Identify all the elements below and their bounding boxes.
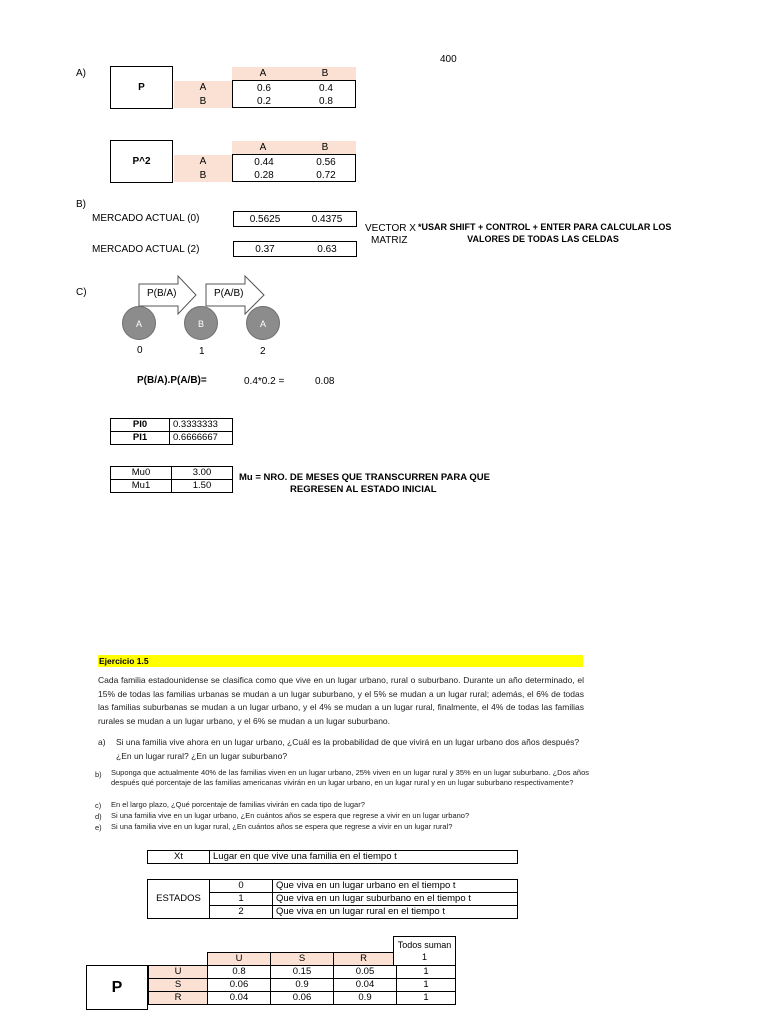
row-sum: 1 bbox=[397, 992, 456, 1005]
section-b-label: B) bbox=[76, 199, 86, 210]
state-b-circle: B bbox=[184, 306, 218, 340]
xt-desc: Lugar en que vive una familia en el tiempo t bbox=[210, 851, 518, 864]
matrix-cell: 0.9 bbox=[271, 979, 334, 992]
question-d-label: d) bbox=[95, 812, 102, 821]
estados-table bbox=[147, 879, 518, 919]
question-b: Suponga que actualmente 40% de las familias viven en un lugar urbano, 25% viven en un lugar rural y 35% en un lugar suburbano. ¿Dos años después qué porcentaje de las familias americanas vivirán en un lugar urbano, en un lugar rural y en un lugar suburbano respectivamente? bbox=[111, 768, 589, 787]
matrix-p2-values bbox=[232, 154, 356, 182]
table-row bbox=[148, 851, 518, 864]
question-d: Si una familia vive en un lugar urbano, ¿En cuántos años se espera que regrese a vivir en un lugar urbano? bbox=[111, 811, 470, 820]
section-c-label: C) bbox=[76, 287, 87, 298]
bottom-matrix-table bbox=[148, 965, 456, 1005]
matrix-p-row: A bbox=[199, 82, 207, 93]
table-row bbox=[149, 979, 456, 992]
matrix-p2-row: B bbox=[199, 170, 207, 181]
matrix-cell: 0.06 bbox=[271, 992, 334, 1005]
question-a-label: a) bbox=[98, 737, 106, 747]
pi-table bbox=[110, 418, 233, 445]
xt-table bbox=[147, 850, 518, 864]
mu-note-1: Mu = NRO. DE MESES QUE TRANSCURREN PARA QUE bbox=[239, 472, 490, 483]
matrix-p-cell: 0.8 bbox=[319, 96, 333, 107]
row-header: R bbox=[149, 992, 208, 1005]
matrix-p-cell: 0.4 bbox=[319, 83, 333, 94]
matrix-cell: 0.05 bbox=[334, 966, 397, 979]
matrix-p2-cell: 0.72 bbox=[316, 170, 336, 181]
question-a: Si una familia vive ahora en un lugar urbano, ¿Cuál es la probabilidad de que vivirá en un lugar urbano dos años después? ¿En un lugar rural? ¿En un lugar suburbano? bbox=[116, 737, 580, 761]
exercise-paragraph: Cada familia estadounidense se clasifica como que vive en un lugar urbano, rural o suburbano. Durante un año determinado, el 15% de todas las familias urbanas se mudan a un lugar suburbano, y el 5% se mudan a un lugar rural; además, el 6% de todas las familias suburbanas se mudan a un lugar urbano, y el 4% se mudan a un lugar rural, finalmente, el 4% de todas las familias rurales se mudan a un lugar urbano, y el 6% se mudan a un lugar suburbano. bbox=[98, 675, 584, 726]
mercado-2-v1: 0.37 bbox=[255, 244, 275, 255]
mu-label: Mu0 bbox=[111, 467, 172, 480]
estado-num: 0 bbox=[210, 880, 273, 893]
estado-desc: Que viva en un lugar suburbano en el tiempo t bbox=[273, 893, 518, 906]
table-row bbox=[148, 880, 518, 893]
section-a-label: A) bbox=[76, 68, 86, 79]
row-header: U bbox=[149, 966, 208, 979]
pi-label: PI0 bbox=[111, 419, 170, 432]
arrow-ab-label: P(A/B) bbox=[214, 288, 244, 299]
question-c: En el largo plazo, ¿Qué porcentaje de familias vivirán en cada tipo de lugar? bbox=[111, 800, 365, 809]
mu-value: 1.50 bbox=[172, 480, 233, 493]
mu-label: Mu1 bbox=[111, 480, 172, 493]
table-row bbox=[149, 992, 456, 1005]
bottom-col-headers bbox=[207, 952, 394, 966]
shift-note-2: VALORES DE TODAS LAS CELDAS bbox=[467, 234, 619, 244]
estados-label: ESTADOS bbox=[148, 880, 210, 919]
estado-num: 1 bbox=[210, 893, 273, 906]
mu-table bbox=[110, 466, 233, 493]
row-sum: 1 bbox=[397, 966, 456, 979]
mercado-0-v1: 0.5625 bbox=[249, 214, 281, 225]
estado-desc: Que viva en un lugar urbano en el tiempo t bbox=[273, 880, 518, 893]
mercado-2-vector bbox=[233, 241, 357, 257]
matrix-p-name: P bbox=[110, 66, 173, 109]
matrix-cell: 0.04 bbox=[208, 992, 271, 1005]
matrix-p2-cell: 0.56 bbox=[316, 157, 336, 168]
step-label: 0 bbox=[137, 345, 143, 356]
matrix-p2-row: A bbox=[199, 156, 207, 167]
matrix-cell: 0.8 bbox=[208, 966, 271, 979]
table-row bbox=[111, 432, 233, 445]
matrix-p2-col: A bbox=[259, 142, 267, 153]
exercise-title: Ejercicio 1.5 bbox=[98, 655, 583, 667]
arrow-ba-label: P(B/A) bbox=[147, 288, 177, 299]
table-row bbox=[111, 480, 233, 493]
formula-result: 0.08 bbox=[315, 376, 335, 387]
step-label: 1 bbox=[199, 346, 205, 357]
row-sum: 1 bbox=[397, 979, 456, 992]
formula-label: P(B/A).P(A/B)= bbox=[137, 375, 207, 386]
formula-calc: 0.4*0.2 = bbox=[244, 376, 285, 387]
matrix-p2-name: P^2 bbox=[110, 140, 173, 183]
matrix-p-values bbox=[232, 80, 356, 108]
mu-value: 3.00 bbox=[172, 467, 233, 480]
row-header: S bbox=[149, 979, 208, 992]
bottom-matrix-name: P bbox=[86, 965, 148, 1010]
matrix-p2-col: B bbox=[321, 142, 329, 153]
pi-value: 0.6666667 bbox=[170, 432, 233, 445]
table-row bbox=[149, 966, 456, 979]
matrix-p-cell: 0.6 bbox=[257, 83, 271, 94]
table-row bbox=[208, 953, 394, 966]
matrix-p-col: A bbox=[259, 68, 267, 79]
matrix-cell: 0.9 bbox=[334, 992, 397, 1005]
todos-suman-label: Todos suman bbox=[397, 940, 452, 950]
mercado-0-v2: 0.4375 bbox=[311, 214, 343, 225]
matrix-p-col: B bbox=[321, 68, 329, 79]
estado-num: 2 bbox=[210, 906, 273, 919]
matrix-cell: 0.06 bbox=[208, 979, 271, 992]
todos-suman-box bbox=[393, 936, 456, 966]
matrix-p2-cell: 0.44 bbox=[254, 157, 274, 168]
mu-note-2: REGRESEN AL ESTADO INICIAL bbox=[290, 484, 437, 495]
vector-label: VECTOR X bbox=[365, 223, 416, 234]
table-row bbox=[111, 419, 233, 432]
state-a-circle: A bbox=[122, 306, 156, 340]
mercado-2-v2: 0.63 bbox=[317, 244, 337, 255]
state-a-circle: A bbox=[246, 306, 280, 340]
matriz-label: MATRIZ bbox=[371, 235, 408, 246]
mercado-0-vector bbox=[233, 211, 357, 227]
xt-label: Xt bbox=[148, 851, 210, 864]
todos-suman-value: 1 bbox=[421, 952, 427, 962]
step-label: 2 bbox=[260, 346, 266, 357]
col-header: R bbox=[334, 953, 394, 966]
mercado-2-label: MERCADO ACTUAL (2) bbox=[92, 244, 200, 255]
col-header: U bbox=[208, 953, 271, 966]
table-row bbox=[111, 467, 233, 480]
question-e-label: e) bbox=[95, 823, 102, 832]
question-c-label: c) bbox=[95, 801, 102, 810]
question-e: Si una familia vive en un lugar rural, ¿En cuántos años se espera que regrese a vivir en un lugar rural? bbox=[111, 822, 453, 831]
matrix-p-cell: 0.2 bbox=[257, 96, 271, 107]
estado-desc: Que viva en un lugar rural en el tiempo t bbox=[273, 906, 518, 919]
pi-label: PI1 bbox=[111, 432, 170, 445]
shift-note-1: *USAR SHIFT + CONTROL + ENTER PARA CALCULAR LOS bbox=[418, 222, 672, 232]
matrix-p-row: B bbox=[199, 96, 207, 107]
matrix-cell: 0.15 bbox=[271, 966, 334, 979]
question-b-label: b) bbox=[95, 770, 102, 779]
matrix-cell: 0.04 bbox=[334, 979, 397, 992]
mercado-0-label: MERCADO ACTUAL (0) bbox=[92, 213, 200, 224]
col-header: S bbox=[271, 953, 334, 966]
pi-value: 0.3333333 bbox=[170, 419, 233, 432]
top-number: 400 bbox=[440, 54, 457, 65]
matrix-p2-cell: 0.28 bbox=[254, 170, 274, 181]
